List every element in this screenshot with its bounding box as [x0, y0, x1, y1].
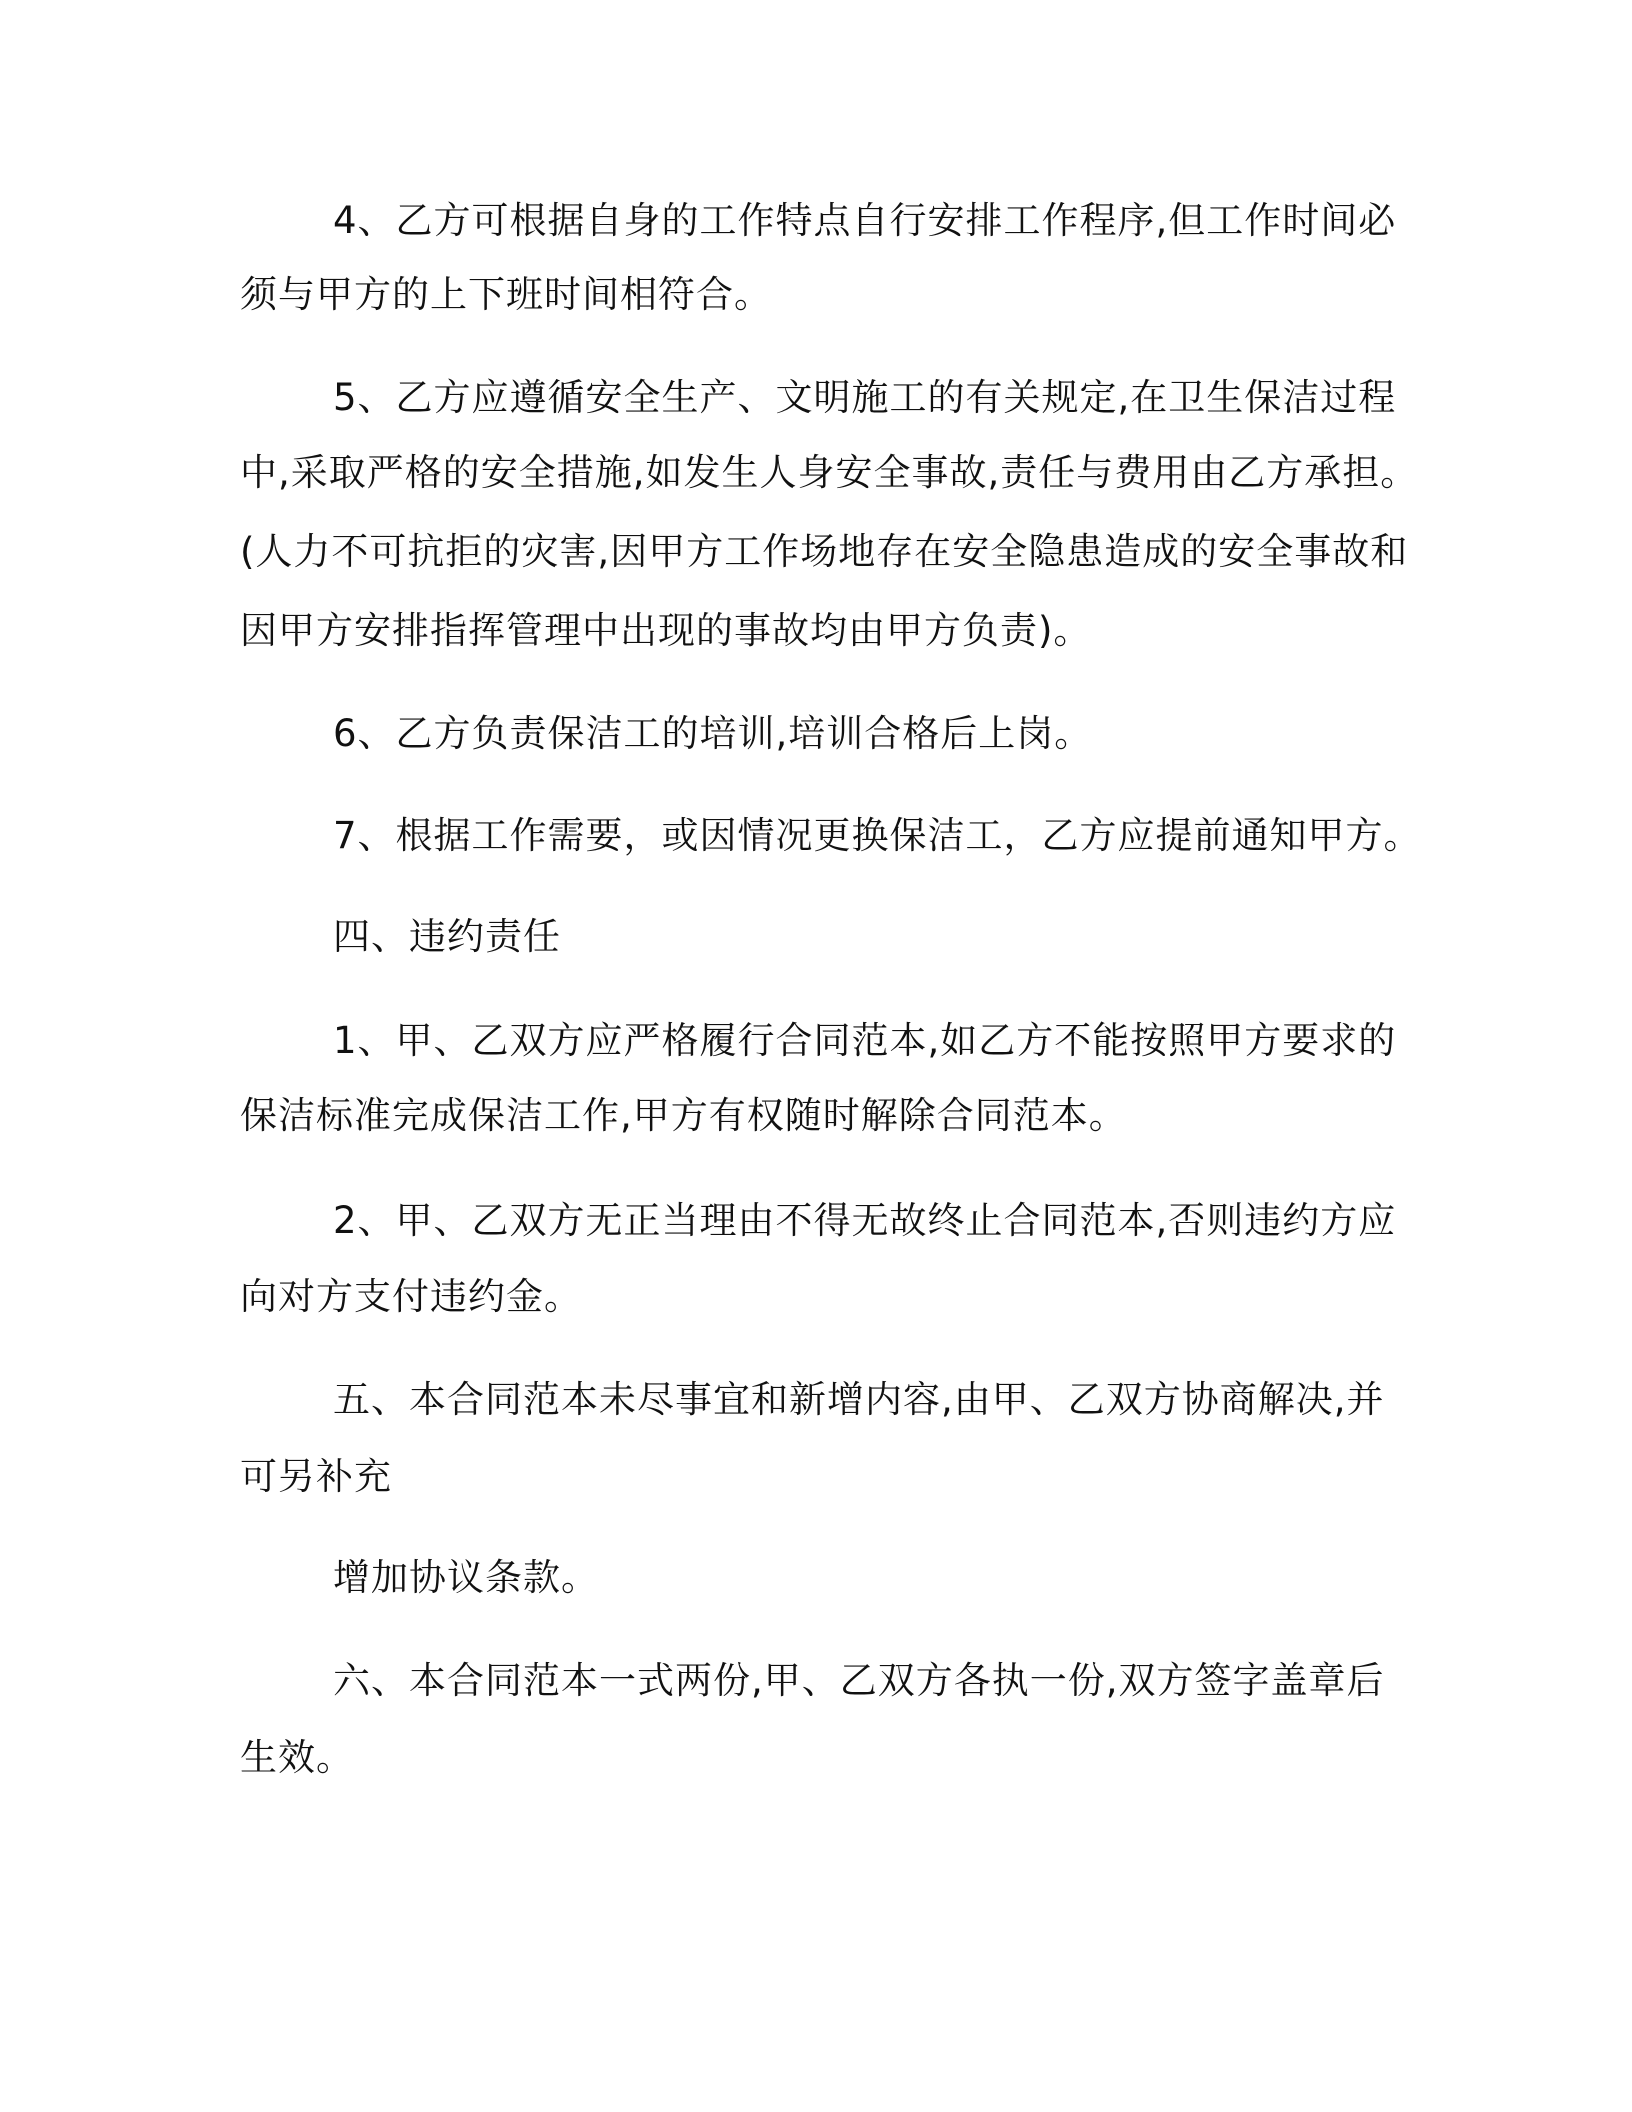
section-5-line-2: 可另补充 — [240, 1455, 392, 1498]
clause-4-2-line-2: 向对方支付违约金。 — [240, 1275, 582, 1318]
clause-4-2-line-1: 2、甲、乙双方无正当理由不得无故终止合同范本,否则违约方应 — [333, 1199, 1397, 1242]
clause-3-7-line-1: 7、根据工作需要，或因情况更换保洁工，乙方应提前通知甲方。 — [333, 814, 1422, 857]
section-5-line-1: 五、本合同范本未尽事宜和新增内容,由甲、乙双方协商解决,并 — [333, 1378, 1385, 1421]
clause-3-5-line-3: (人力不可抗拒的灾害,因甲方工作场地存在安全隐患造成的安全事故和 — [240, 530, 1409, 573]
section-4-heading: 四、违约责任 — [333, 915, 561, 958]
section-6-line-2: 生效。 — [240, 1736, 354, 1779]
clause-3-4-line-2: 须与甲方的上下班时间相符合。 — [240, 273, 772, 316]
clause-3-5-line-4: 因甲方安排指挥管理中出现的事故均由甲方负责)。 — [240, 609, 1092, 652]
clause-3-4-line-1: 4、乙方可根据自身的工作特点自行安排工作程序,但工作时间必 — [333, 199, 1397, 242]
clause-3-6-line-1: 6、乙方负责保洁工的培训,培训合格后上岗。 — [333, 712, 1093, 755]
clause-4-1-line-2: 保洁标准完成保洁工作,甲方有权随时解除合同范本。 — [240, 1094, 1127, 1137]
clause-3-5-line-2: 中,采取严格的安全措施,如发生人身安全事故,责任与费用由乙方承担。 — [240, 451, 1419, 494]
section-5-line-3: 增加协议条款。 — [333, 1556, 599, 1599]
clause-3-5-line-1: 5、乙方应遵循安全生产、文明施工的有关规定,在卫生保洁过程 — [333, 376, 1397, 419]
section-6-line-1: 六、本合同范本一式两份,甲、乙双方各执一份,双方签字盖章后 — [333, 1659, 1385, 1702]
clause-4-1-line-1: 1、甲、乙双方应严格履行合同范本,如乙方不能按照甲方要求的 — [333, 1019, 1397, 1062]
